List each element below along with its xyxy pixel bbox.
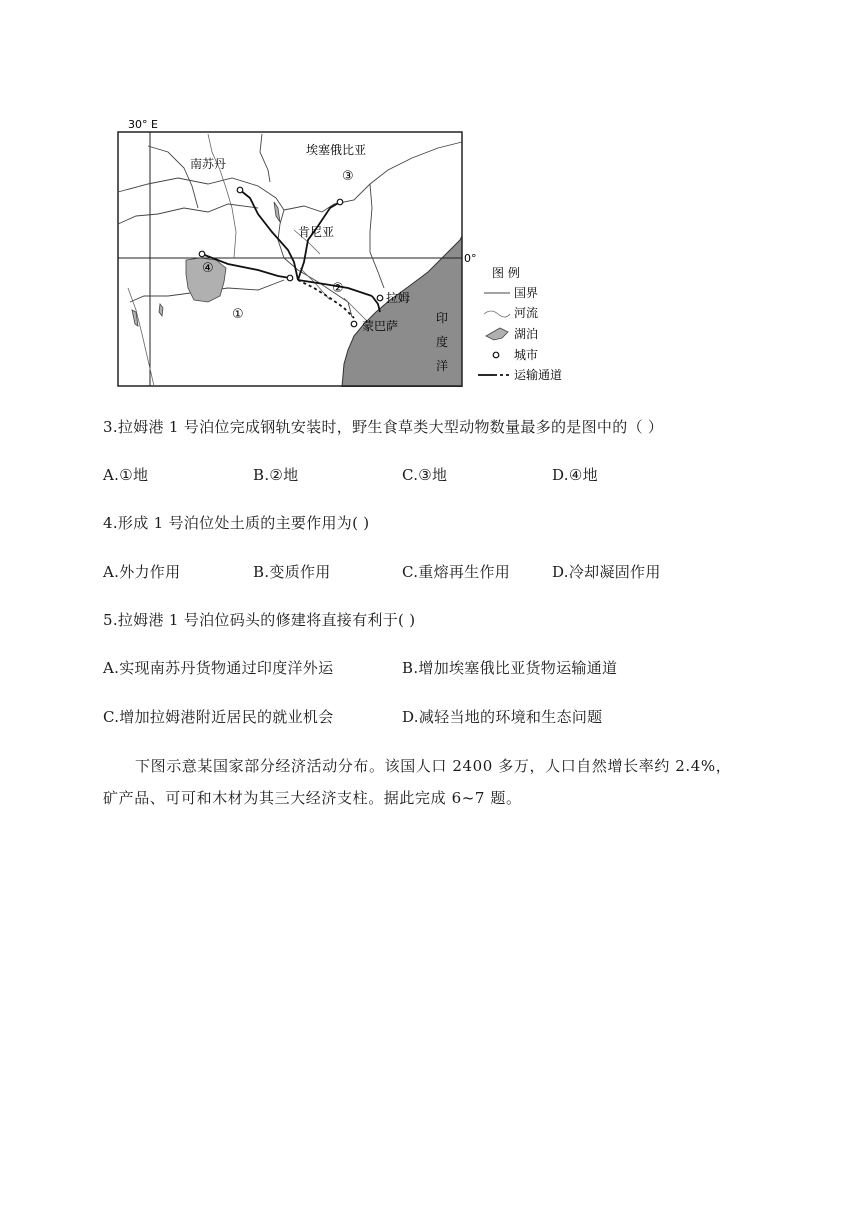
intro-line-1: [103, 750, 763, 782]
legend-lake-label: 湖泊: [514, 327, 539, 341]
question-4-option-b[interactable]: B.变质作用: [253, 563, 331, 581]
longitude-label: 30° E: [128, 118, 158, 131]
city-dot-lamu: [377, 295, 383, 301]
question-3-stem: 3.拉姆港 1 号泊位完成钢轨安装时，野生食草类大型动物数量最多的是图中的（ ）: [103, 418, 664, 436]
legend-lake-swatch: [486, 328, 508, 340]
question-3-option-c[interactable]: C.③地: [402, 466, 448, 484]
legend-border-label: 国界: [514, 286, 539, 300]
planned-corridor-dashed: [298, 280, 354, 318]
legend-city-label: 城市: [514, 348, 539, 362]
marker-2: ②: [332, 281, 344, 296]
label-ethiopia: 埃塞俄比亚: [306, 143, 367, 157]
label-south-sudan: 南苏丹: [190, 157, 227, 171]
label-ocean-3: 洋: [436, 359, 449, 373]
label-ocean-2: 度: [436, 335, 449, 349]
question-3-option-d[interactable]: D.④地: [552, 466, 598, 484]
label-mombasa: 蒙巴萨: [362, 319, 399, 333]
question-3-option-b[interactable]: B.②地: [253, 466, 299, 484]
marker-4: ④: [202, 261, 214, 276]
question-3-option-a[interactable]: A.①地: [103, 466, 149, 484]
question-5-option-c[interactable]: C.增加拉姆港附近居民的就业机会: [103, 708, 334, 726]
label-ocean-1: 印: [436, 311, 449, 325]
label-lamu: 拉姆: [386, 291, 411, 305]
latitude-label: 0°: [464, 252, 477, 265]
intro-line-2: 矿产品、可可和木材为其三大经济支柱。据此完成 6~7 题。: [103, 789, 522, 807]
city-dot-mombasa: [351, 321, 357, 327]
intro-paragraph: [103, 750, 763, 814]
marker-3: ③: [342, 169, 354, 184]
intro-line-1-text: 下图示意某国家部分经济活动分布。该国人口 2400 多万，人口自然增长率约 2.4%，: [135, 757, 732, 775]
question-5-option-d[interactable]: D.减轻当地的环境和生态问题: [402, 708, 603, 726]
city-dot: [287, 275, 293, 281]
legend-city-swatch: [493, 352, 499, 358]
map-figure: [108, 112, 584, 387]
label-kenya: 肯尼亚: [298, 225, 335, 239]
question-5-stem: 5.拉姆港 1 号泊位码头的修建将直接有利于( ): [103, 611, 416, 629]
legend-title: 图 例: [492, 266, 520, 280]
marker-1: ①: [232, 307, 244, 322]
question-4-stem: 4.形成 1 号泊位处土质的主要作用为( ): [103, 514, 370, 532]
city-dot: [237, 187, 243, 193]
question-4-option-d[interactable]: D.冷却凝固作用: [552, 563, 661, 581]
city-dot: [199, 251, 205, 257]
legend-river-label: 河流: [514, 306, 539, 320]
legend-corridor-label: 运输通道: [514, 368, 563, 382]
rivers: [128, 134, 370, 386]
map-legend: [478, 265, 562, 382]
east-africa-map: [108, 112, 584, 387]
city-dot: [337, 199, 343, 205]
question-4-option-c[interactable]: C.重熔再生作用: [402, 563, 511, 581]
legend-river-swatch: [484, 311, 510, 317]
question-5-option-a[interactable]: A.实现南苏丹货物通过印度洋外运: [103, 659, 334, 677]
question-4-option-a[interactable]: A.外力作用: [103, 563, 181, 581]
question-5-option-b[interactable]: B.增加埃塞俄比亚货物运输通道: [402, 659, 618, 677]
